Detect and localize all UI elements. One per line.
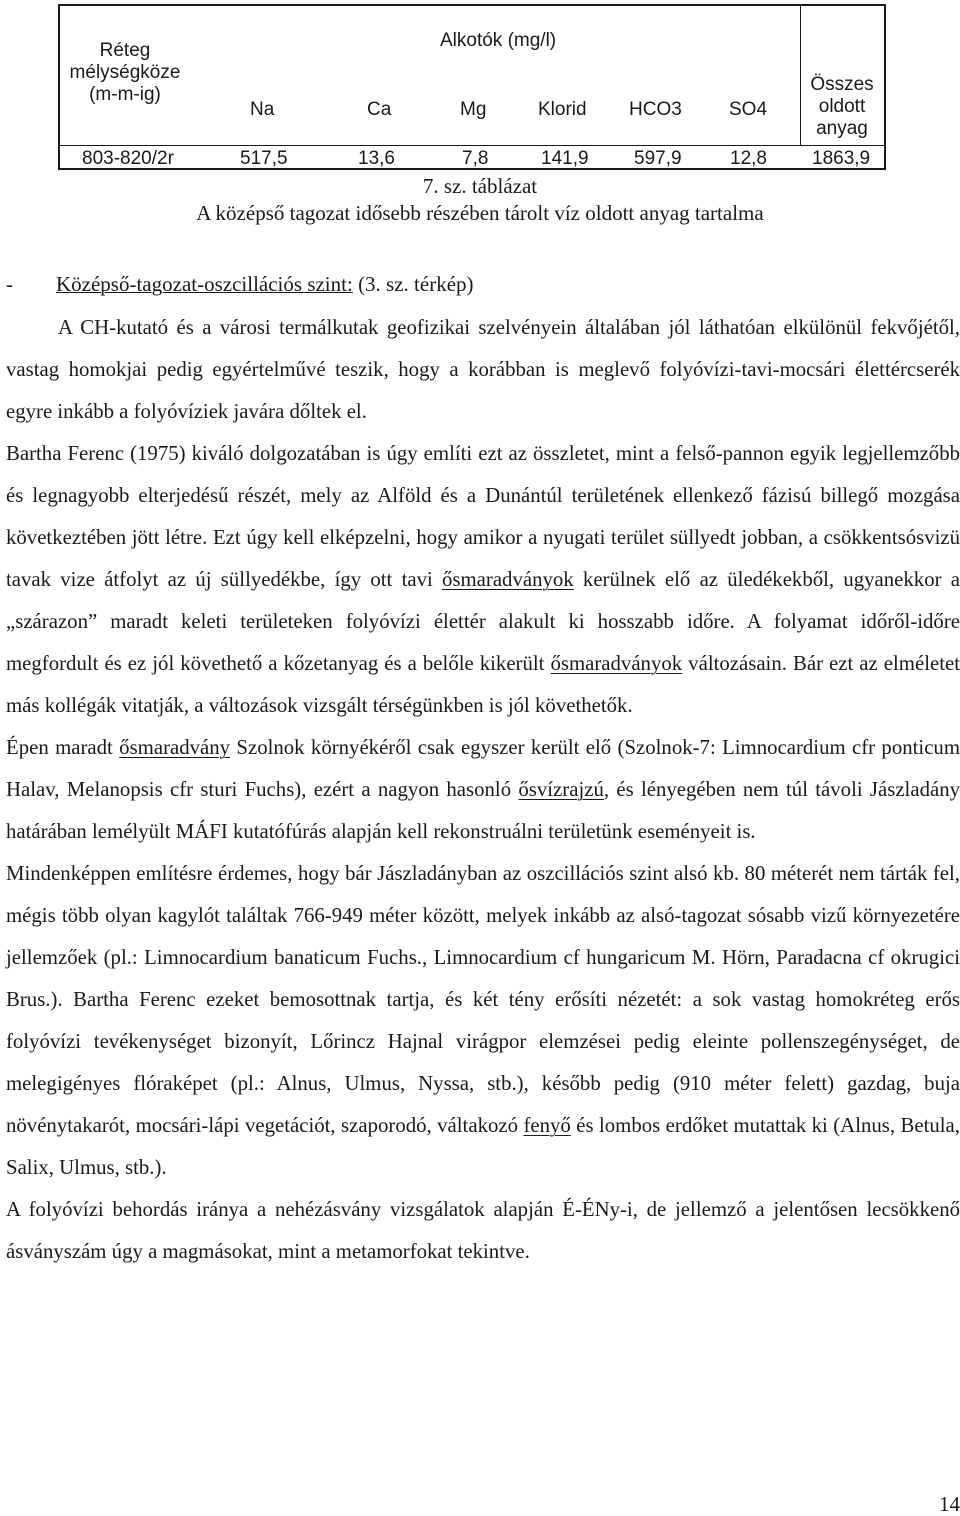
paragraph-2-text-c: kerülnek elő az üledékekből, ugyanekkor a „szárazon” maradt keleti területeken folyóvízi élettér alakult ki hosszabb időre. A folyamat időről-időre megfordult és ez jól követhető a kőzetanyag és a belőle kikerült [6,568,960,675]
table-caption-title: A középső tagozat idősebb részében tárolt víz oldott anyag tartalma [196,201,764,225]
total-column-divider [800,6,801,145]
paragraph-3 [6,727,960,853]
column-header-so4: SO4 [729,99,768,120]
paragraph-1-text: A CH-kutató és a városi termálkutak geofizikai szelvényein általában jól láthatóan elkülönül fekvőjétől, vastag homokjai pedig egyértelművé teszik, hogy a korábban is meglevő folyóvízi-tavi-mocsári élettércserék egyre inkább a folyóvíziek javára dőltek el. [6,316,960,423]
section-heading [6,270,474,298]
column-header-klorid: Klorid [538,99,587,120]
paragraph-4-underlined-1: fenyő [523,1114,571,1137]
table-cell-klorid: 141,9 [541,148,589,169]
paragraph-5 [6,1189,960,1273]
paragraph-1 [6,307,960,433]
table-cell-total: 1863,9 [812,148,871,169]
paragraph-2-underlined-1: ősmaradványok [442,568,574,591]
table-cell-na: 517,5 [240,148,288,169]
paragraph-3-underlined-2: ősvízrajzú [518,778,604,801]
paragraph-2-text-b: Ezt úgy kell elképzelni, hogy amikor a nyugati terület süllyedt jobban, a csökkentsósvizü tavak vize átfolyt az új süllyedékbe, így ott tavi [6,526,960,591]
column-header-ca: Ca [367,99,392,120]
table-cell-so4: 12,8 [730,148,767,169]
paragraph-2-underlined-2: ősmaradványok [550,652,683,675]
paragraph-3-text-b: Szolnok környékéről csak egyszer került elő (Szolnok-7: Limnocardium cfr ponticum Halav, Melanopsis cfr sturi Fuchs), ezért a nagyon hasonló [6,736,960,801]
table-cell-hco3: 597,9 [634,148,682,169]
paragraph-4-text-b: és lombos erdőket mutattak ki (Alnus, Betula, Salix, Ulmus, stb.). [6,1114,960,1179]
paragraph-3-underlined-1: ősmaradvány [119,736,231,759]
table-cell-ca: 13,6 [358,148,395,169]
paragraph-3-text-c: , és lényegében nem túl távoli Jászladány határában lemélyült MÁFI kutatófúrás alapján kell rekonstruálni területünk eseményeit is. [6,778,960,843]
page-number: 14 [939,1492,960,1516]
table-caption-number: 7. sz. táblázat [422,174,538,198]
components-header: Alkotók (mg/l) [440,30,557,51]
paragraph-2-text-d: változásain. Bár ezt az elméletet más kollégák vitatják, a változások vizsgált térségünkben is jól követhetők. [6,652,960,717]
column-header-na: Na [250,99,275,120]
column-header-mg: Mg [460,99,487,120]
composition-table [58,4,886,170]
column-header-hco3: HCO3 [629,99,682,120]
layer-depth-header: Réteg mélységköze (m-m-ig) [69,40,181,105]
paragraph-3-text-a: Épen maradt [6,736,120,759]
body-text [6,307,960,1273]
paragraph-5-text: A folyóvízi behordás iránya a nehézásvány vizsgálatok alapján É-ÉNy-i, de jellemző a jelentősen lecsökkenő ásványszám úgy a magmásokat, mint a metamorfokat tekintve. [6,1198,960,1263]
paragraph-4-text-a: Mindenképpen említésre érdemes, hogy bár Jászladányban az oszcillációs szint alsó kb. 80 méterét nem tárták fel, mégis több olyan kagylót találtak 766-949 méter között, melyek inkább az alsó-tagozat sósabb vizű környezetére jellemzőek (pl.: Limnocardium banaticum Fuchs., Limnocardium cf hungaricum M. Hörn, Paradacna cf okrugici Brus.). Bartha Ferenc ezeket bemosottnak tartja, és két tény erősíti nézetét: a sok vastag homokréteg erős folyóvízi tevékenységet bizonyít, Lőrincz Hajnal virágpor elemzései pedig eleinte pollenszegénységet, de melegigényes flóraképet (pl.: Alnus, Ulmus, Nyssa, stb.), később pedig (910 méter felett) gazdag, buja növénytakarót, mocsári-lápi vegetációt, szaporodó, váltakozó [6,862,960,1137]
paragraph-2-text-a: Bartha Ferenc (1975) kiváló dolgozatában is úgy említi ezt az összletet, mint a felső-pannon egyik legjellemzőbb és legnagyobb elterjedésű részét, mely az Alföld és a Dunántúl területének ellenkező fázisú billegő mozgása következtében jött létre. [6,442,960,549]
column-header-total: Összes oldott anyag [810,74,874,139]
table-row [60,148,884,170]
list-dash: - [6,272,13,296]
paragraph-2 [6,433,960,727]
paragraph-4 [6,853,960,1189]
section-heading-link[interactable]: Középső-tagozat-oszcillációs szint: [56,272,353,296]
header-divider [60,145,884,146]
section-heading-map-ref: (3. sz. térkép) [358,272,474,296]
table-cell-depth: 803-820/2r [82,148,174,169]
table-cell-mg: 7,8 [462,148,489,169]
